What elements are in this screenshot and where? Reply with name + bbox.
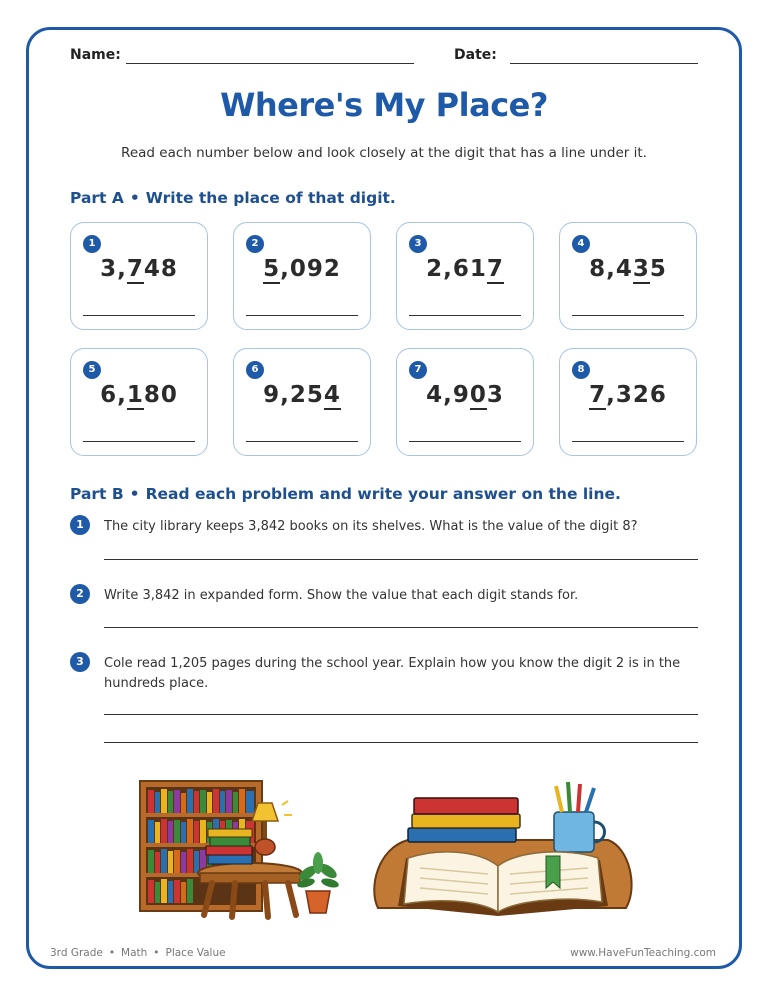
footer-separator: •	[108, 947, 116, 959]
digits-before: 3,	[100, 256, 127, 282]
underlined-digit: 4	[323, 382, 341, 408]
question-number-badge: 1	[70, 515, 90, 535]
digits-after: 80	[143, 382, 178, 408]
part-a-instruction: Write the place of that digit.	[145, 189, 396, 207]
footer-grade: 3rd Grade	[50, 947, 103, 959]
place-card-3	[396, 222, 534, 330]
digits-after: ,326	[606, 382, 667, 408]
answer-line[interactable]	[104, 742, 698, 743]
intro-text: Read each number below and look closely at the digit that has a line under it.	[121, 145, 647, 161]
card-number-badge: 6	[246, 361, 264, 379]
question-number-badge: 3	[70, 652, 90, 672]
name-field[interactable]	[126, 63, 414, 64]
answer-line[interactable]	[104, 627, 698, 628]
footer-topic: Place Value	[165, 947, 226, 959]
answer-line[interactable]	[104, 714, 698, 715]
card-number-badge: 1	[83, 235, 101, 253]
question-text: The city library keeps 3,842 books on its shelves. What is the value of the digit 8?	[104, 519, 638, 534]
part-b-instruction: Read each problem and write your answer on the line.	[145, 485, 621, 503]
digits-before: 6,	[100, 382, 127, 408]
answer-line[interactable]	[83, 441, 195, 442]
card-value	[71, 382, 207, 408]
answer-line[interactable]	[409, 441, 521, 442]
answer-line[interactable]	[409, 315, 521, 316]
question-3	[70, 652, 700, 747]
answer-line[interactable]	[572, 441, 684, 442]
digits-before: 2,61	[426, 256, 487, 282]
part-a-heading	[70, 189, 396, 207]
answer-line[interactable]	[246, 441, 358, 442]
underlined-digit: 0	[469, 382, 487, 408]
date-label: Date:	[454, 47, 497, 63]
question-text: Cole read 1,205 pages during the school year. Explain how you know the digit 2 is in the hundreds place.	[104, 656, 681, 691]
footer-separator: •	[153, 947, 160, 959]
digits-before: 9,25	[263, 382, 324, 408]
footer-subject: Math	[121, 947, 148, 959]
digits-after: 48	[143, 256, 178, 282]
part-b-separator: •	[129, 485, 140, 503]
underlined-digit: 5	[263, 256, 281, 282]
date-field[interactable]	[510, 63, 698, 64]
underlined-digit: 1	[126, 382, 144, 408]
place-card-7	[396, 348, 534, 456]
underlined-digit: 7	[589, 382, 607, 408]
card-number-badge: 8	[572, 361, 590, 379]
question-text: Write 3,842 in expanded form. Show the value that each digit stands for.	[104, 588, 579, 603]
digits-before: 8,4	[589, 256, 633, 282]
part-a-label: Part A	[70, 189, 124, 207]
question-1	[70, 515, 700, 565]
place-card-5	[70, 348, 208, 456]
answer-line[interactable]	[572, 315, 684, 316]
card-number-badge: 4	[572, 235, 590, 253]
place-card-4	[559, 222, 697, 330]
answer-line[interactable]	[246, 315, 358, 316]
card-number-badge: 5	[83, 361, 101, 379]
part-b-label: Part B	[70, 485, 124, 503]
card-value	[234, 382, 370, 408]
answer-line[interactable]	[104, 559, 698, 560]
card-value	[397, 256, 533, 282]
card-value	[560, 382, 696, 408]
card-value	[71, 256, 207, 282]
card-value	[560, 256, 696, 282]
digits-after: 3	[486, 382, 504, 408]
digits-before: 4,9	[426, 382, 470, 408]
card-number-badge: 3	[409, 235, 427, 253]
place-card-8	[559, 348, 697, 456]
open-book-illustration	[368, 778, 638, 928]
underlined-digit: 7	[486, 256, 504, 282]
place-card-2	[233, 222, 371, 330]
bookshelf-illustration	[130, 775, 345, 925]
footer-tags	[50, 947, 226, 959]
name-date-row	[70, 47, 700, 67]
card-value	[234, 256, 370, 282]
card-number-badge: 7	[409, 361, 427, 379]
digits-after: 5	[649, 256, 667, 282]
answer-line[interactable]	[83, 315, 195, 316]
underlined-digit: 3	[632, 256, 650, 282]
card-value	[397, 382, 533, 408]
question-2	[70, 584, 700, 634]
footer-site-link[interactable]: www.HaveFunTeaching.com	[570, 947, 716, 959]
underlined-digit: 7	[126, 256, 144, 282]
part-b-heading	[70, 485, 621, 503]
place-card-6	[233, 348, 371, 456]
card-number-badge: 2	[246, 235, 264, 253]
part-a-separator: •	[129, 189, 140, 207]
place-card-1	[70, 222, 208, 330]
question-number-badge: 2	[70, 584, 90, 604]
worksheet-title: Where's My Place?	[220, 86, 548, 124]
digits-after: ,092	[280, 256, 341, 282]
name-label: Name:	[70, 47, 121, 63]
